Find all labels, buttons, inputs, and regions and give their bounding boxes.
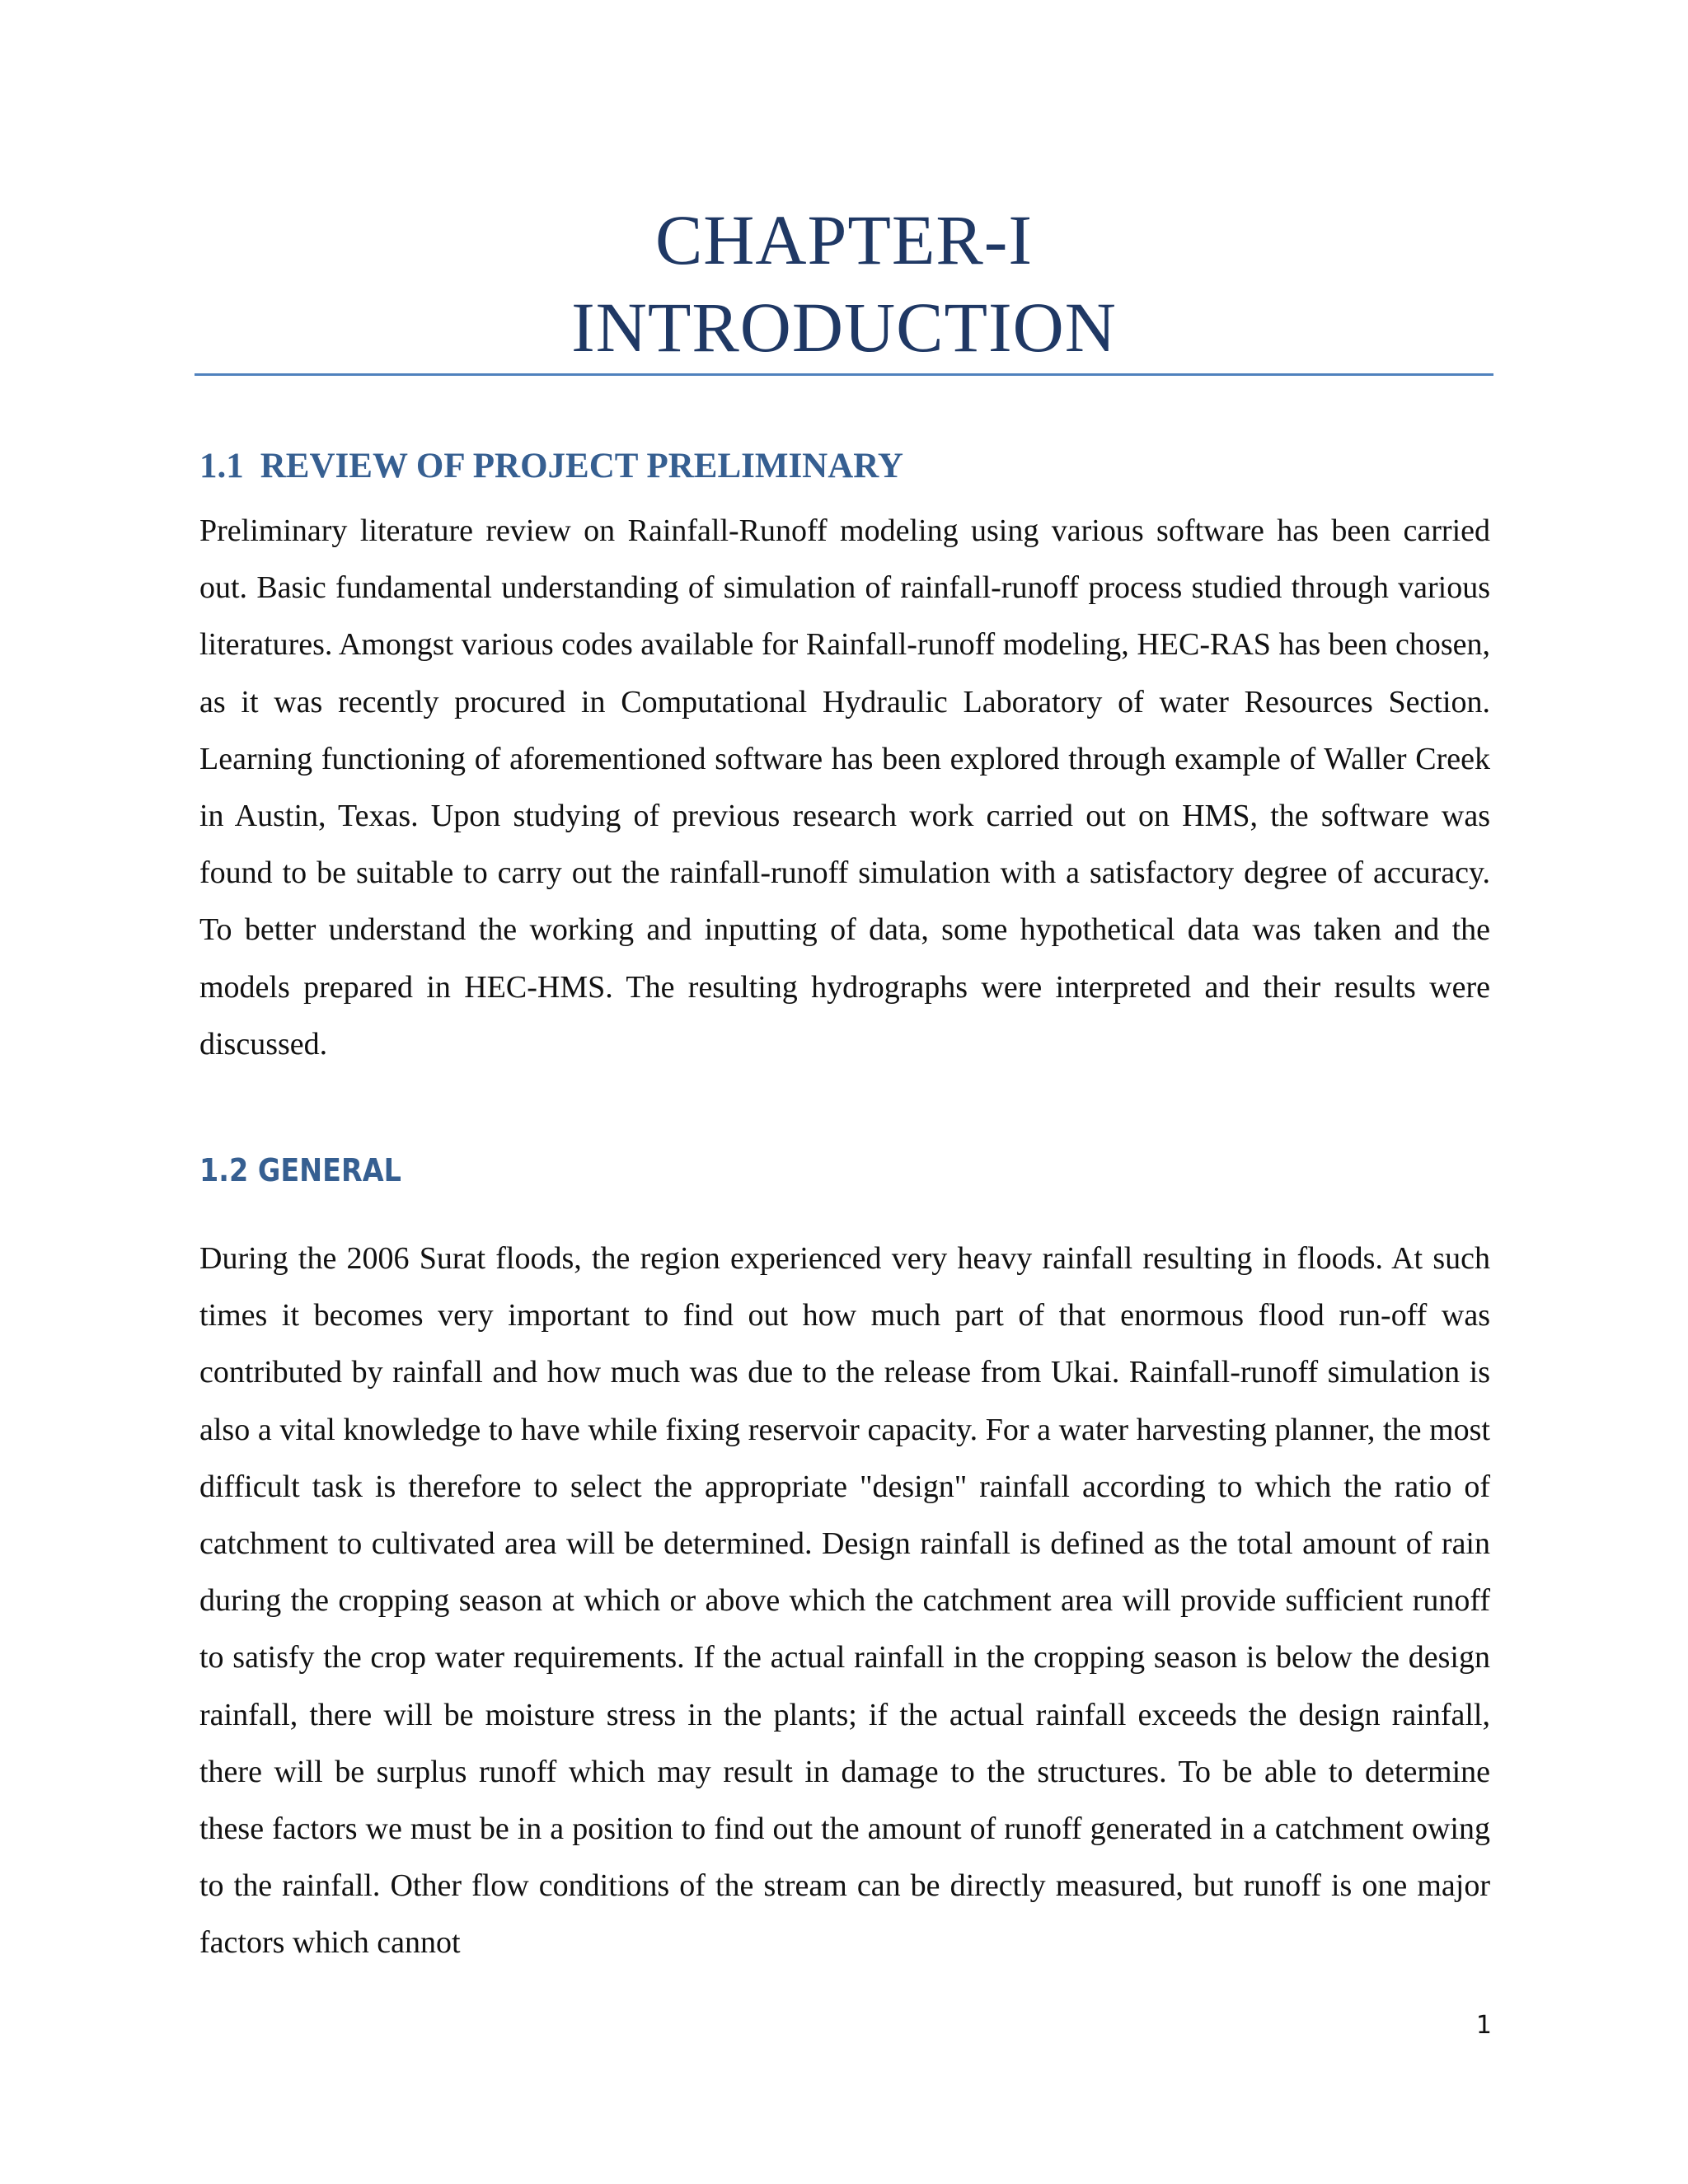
section-number: 1.2	[199, 1152, 249, 1188]
section-title: REVIEW OF PROJECT PRELIMINARY	[260, 447, 903, 485]
chapter-number: CHAPTER-I	[654, 200, 1034, 279]
chapter-header	[195, 196, 1493, 371]
chapter-title: INTRODUCTION	[571, 288, 1117, 367]
page-number: 1	[1475, 2011, 1492, 2040]
section-heading-general	[199, 1148, 401, 1193]
paragraph-general: During the 2006 Surat floods, the region experienced very heavy rainfall resulting in floods. At such times it becomes very important to find out how much part of that enormous flood run-off was contributed by rainfall and how much was due to the release from Ukai. Rainfall-runoff simulation is also a vital knowledge to have while fixing reservoir capacity. For a water harvesting planner, the most difficult task is therefore to select the appropriate "design" rainfall according to which the ratio of catchment to cultivated area will be determined. Design rainfall is defined as the total amount of rain during the cropping season at which or above which the catchment area will provide sufficient runoff to satisfy the crop water requirements. If the actual rainfall in the cropping season is below the design rainfall, there will be moisture stress in the plants; if the actual rainfall exceeds the design rainfall, there will be surplus runoff which may result in damage to the structures. To be able to determine these factors we must be in a position to find out the amount of runoff generated in a catchment owing to the rainfall. Other flow conditions of the stream can be directly measured, but runoff is one major factors which cannot	[199, 1241, 1490, 1961]
paragraph-review-of-project-preliminary: Preliminary literature review on Rainfall-Runoff modeling using various software has been carried out. Basic fundamental understanding of simulation of rainfall-runoff process studied through various literatures. Amongst various codes available for Rainfall-runoff modeling, HEC-RAS has been chosen, as it was recently procured in Computational Hydraulic Laboratory of water Resources Section. Learning functioning of aforementioned software has been explored through example of Waller Creek in Austin, Texas. Upon studying of previous research work carried out on HMS, the software was found to be suitable to carry out the rainfall-runoff simulation with a satisfactory degree of accuracy. To better understand the working and inputting of data, some hypothetical data was taken and the models prepared in HEC-HMS. The resulting hydrographs were interpreted and their results were discussed.	[199, 513, 1490, 1062]
section-number: 1.1	[199, 447, 244, 485]
section-title: GENERAL	[257, 1152, 401, 1188]
chapter-title-underline	[195, 373, 1493, 376]
section-heading-review	[199, 442, 903, 491]
